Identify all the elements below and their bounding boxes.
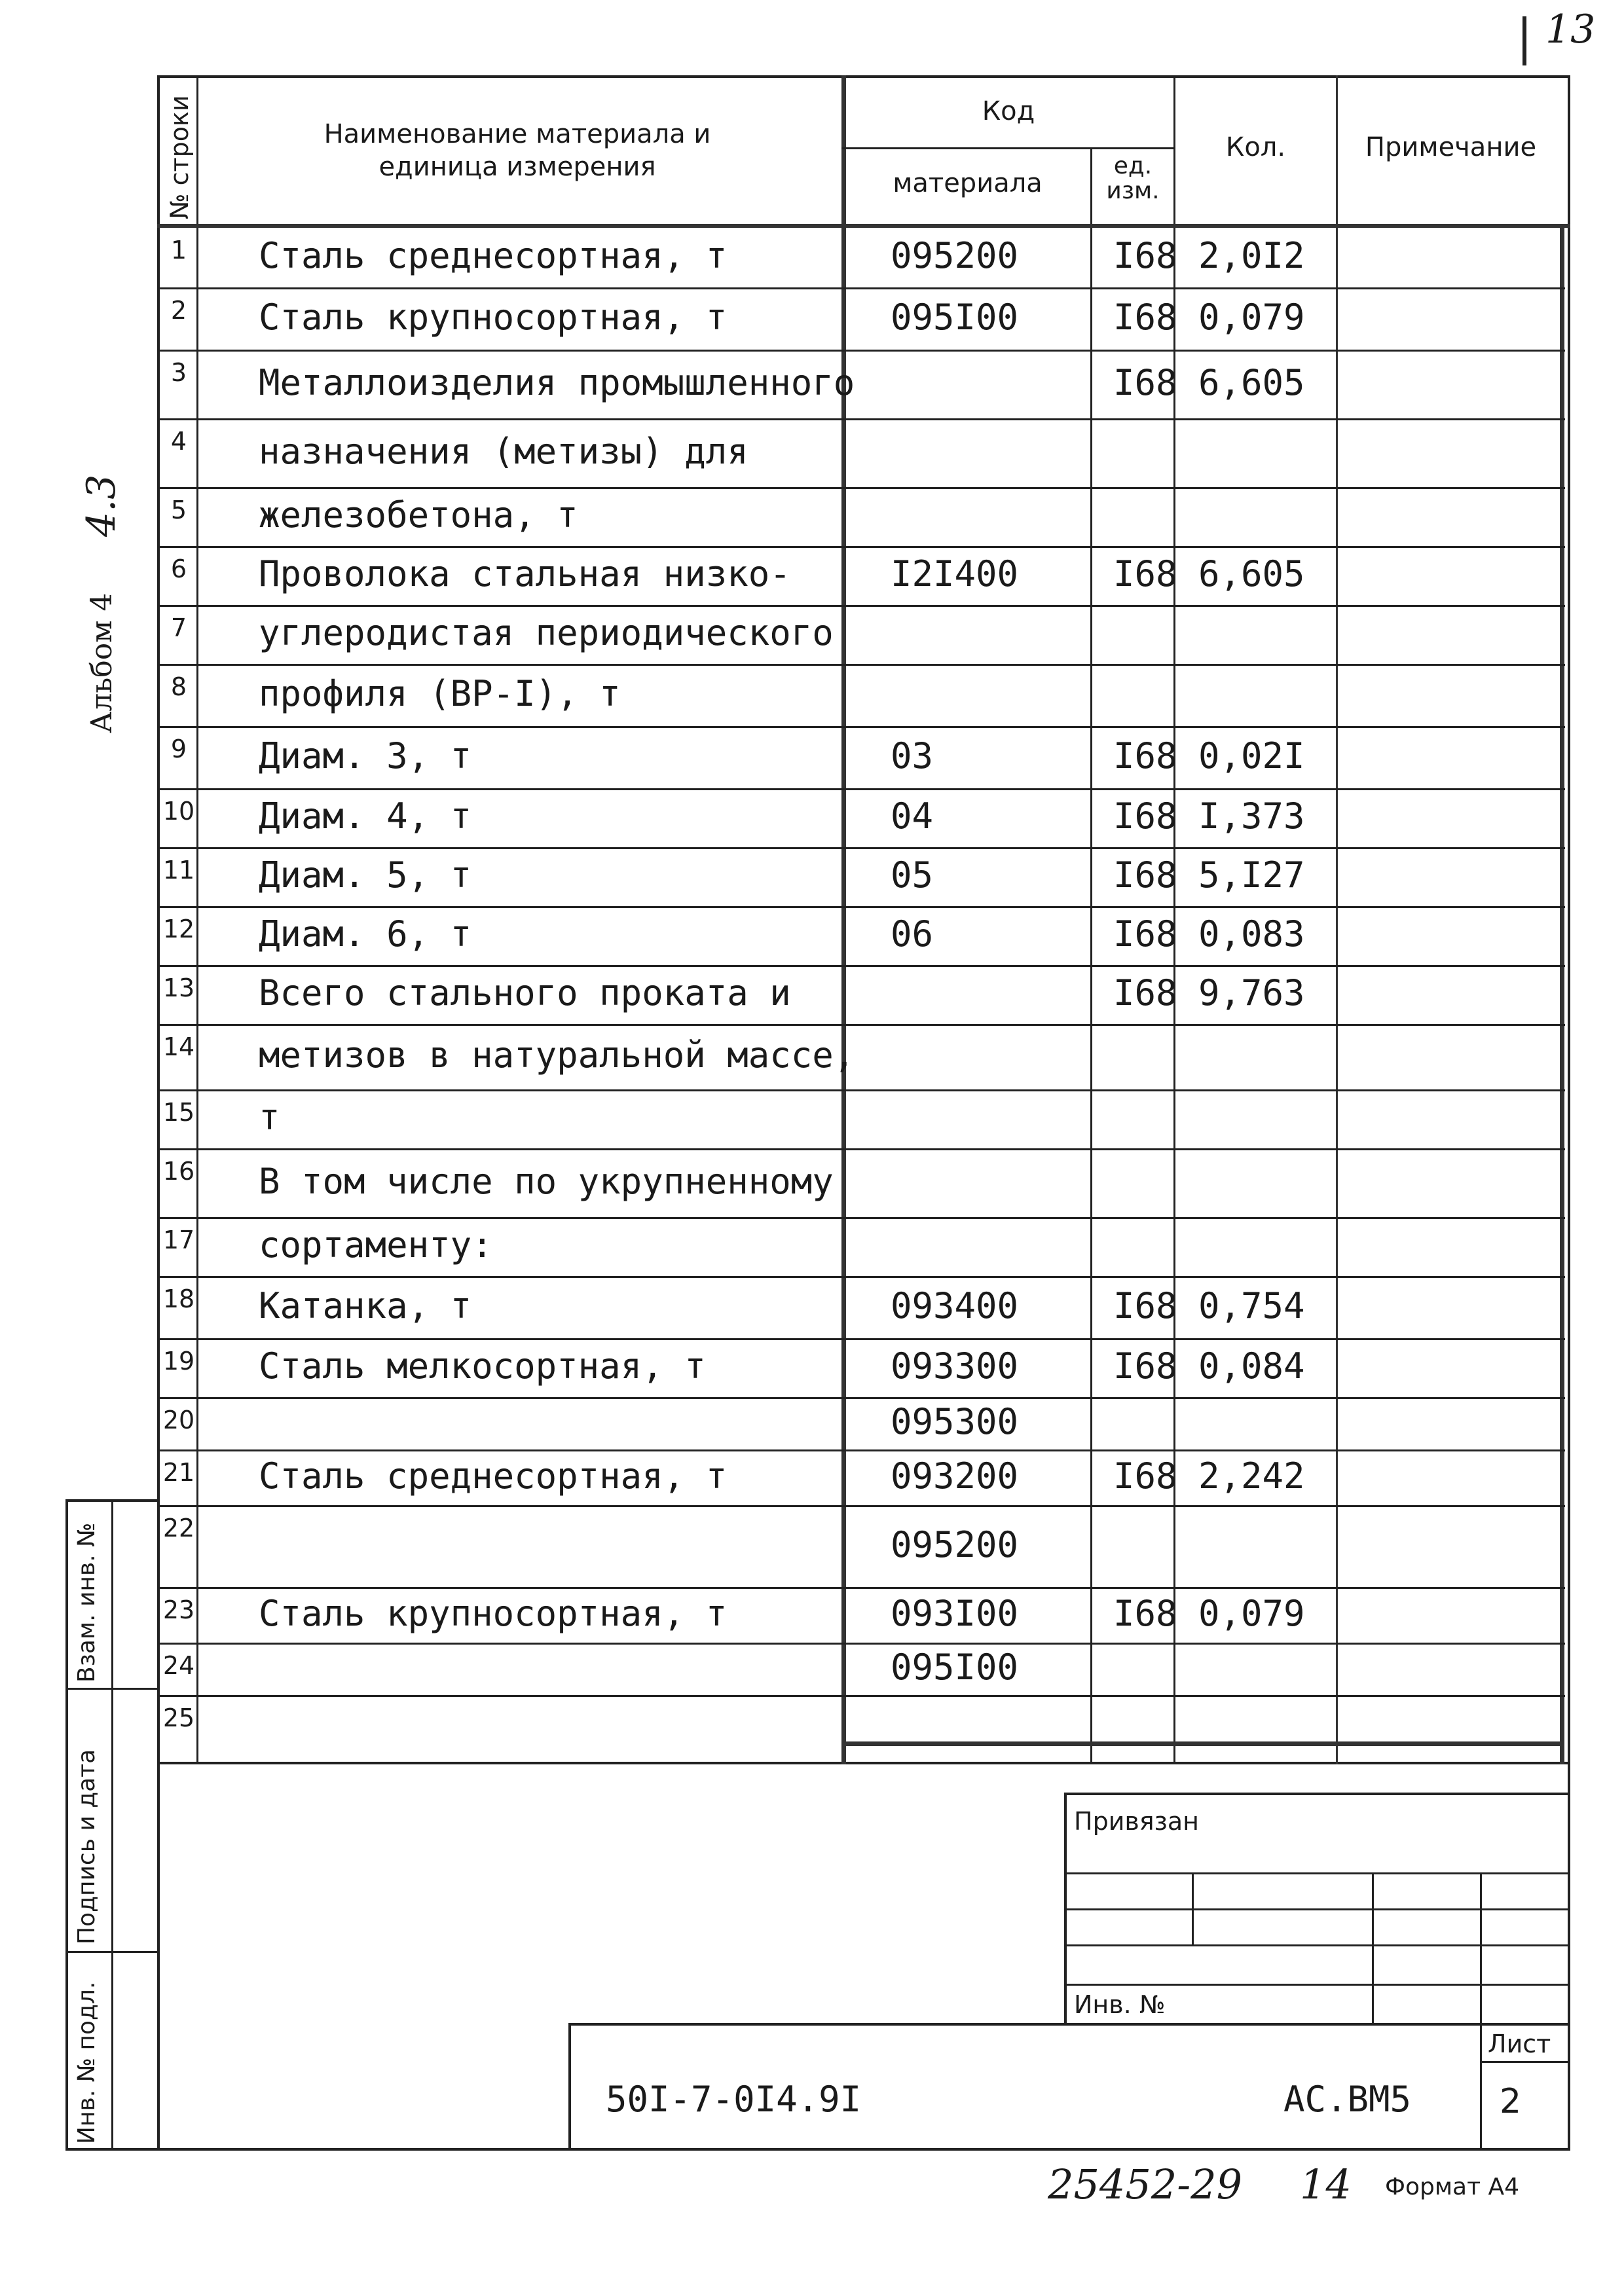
row-material-code: 095300 xyxy=(891,1401,1019,1442)
row-number: 16 xyxy=(162,1157,195,1186)
album-label: Альбом 4 xyxy=(85,592,119,733)
sheet-label-line xyxy=(1480,2061,1570,2063)
row-name: т xyxy=(259,1097,280,1138)
row-number: 6 xyxy=(170,555,187,583)
side-sign: Подпись и дата xyxy=(73,1749,100,1944)
stamp-v-1 xyxy=(1192,1872,1194,1944)
stamp-grid-3 xyxy=(1064,1944,1568,1946)
corner-bar xyxy=(1522,16,1526,65)
row-number: 15 xyxy=(162,1098,195,1127)
row-unit: I68 xyxy=(1113,913,1177,955)
row-quantity: 0,079 xyxy=(1198,1592,1305,1634)
header-bottom xyxy=(157,224,1570,228)
row-number: 22 xyxy=(162,1514,195,1542)
row-name: сортаменту: xyxy=(259,1224,493,1266)
row-divider xyxy=(157,1505,1565,1507)
row-number: 11 xyxy=(162,856,195,884)
header-note: Примечание xyxy=(1365,132,1537,162)
row-number: 19 xyxy=(162,1347,195,1376)
row-material-code: 093300 xyxy=(891,1345,1019,1387)
row-name: Сталь мелкосортная, т xyxy=(259,1345,706,1387)
row-divider xyxy=(157,418,1565,420)
row-name: Металлоизделия промышленного xyxy=(259,361,855,403)
row-name: метизов в натуральной массе, xyxy=(259,1034,855,1076)
row-number: 9 xyxy=(170,735,187,763)
row-unit: I68 xyxy=(1113,972,1177,1013)
row-name: назначения (метизы) для xyxy=(259,430,748,472)
row-divider xyxy=(157,1338,1565,1340)
row-number: 1 xyxy=(170,236,187,264)
row-quantity: 0,079 xyxy=(1198,296,1305,338)
row-quantity: I,373 xyxy=(1198,795,1305,837)
row-quantity: 0,084 xyxy=(1198,1345,1305,1387)
header-code: Код xyxy=(982,96,1035,126)
row-name: Диам. 6, т xyxy=(259,913,472,955)
row-number: 14 xyxy=(162,1032,195,1061)
row-name: Проволока стальная низко- xyxy=(259,553,791,594)
row-material-code: 05 xyxy=(891,854,934,896)
row-divider xyxy=(157,487,1565,489)
row-name: Сталь среднесортная, т xyxy=(259,1455,728,1497)
row-unit: I68 xyxy=(1113,1455,1177,1497)
row-unit: I68 xyxy=(1113,854,1177,896)
row-divider xyxy=(157,1148,1565,1150)
row-name: углеродистая периодического xyxy=(259,612,834,653)
stamp-v-3 xyxy=(1480,1872,1482,2023)
row-quantity: 2,0I2 xyxy=(1198,235,1305,276)
format-label: Формат А4 xyxy=(1385,2174,1520,2200)
document-code: 50I-7-0I4.9I xyxy=(606,2079,862,2120)
row-material-code: 095I00 xyxy=(891,1647,1019,1688)
header-material: материала xyxy=(893,168,1043,198)
album-handwritten: 4.3 xyxy=(79,474,124,537)
row-number: 10 xyxy=(162,797,195,826)
col-line-qty xyxy=(1336,75,1338,1764)
row-number: 3 xyxy=(170,358,187,387)
row-unit: I68 xyxy=(1113,296,1177,338)
row-divider xyxy=(157,1449,1565,1451)
row-number: 5 xyxy=(170,496,187,524)
footer-handwritten-number: 25452-29 xyxy=(1048,2160,1243,2208)
row-unit: I68 xyxy=(1113,361,1177,403)
document-mark: АС.ВМ5 xyxy=(1283,2079,1412,2120)
row-unit: I68 xyxy=(1113,553,1177,594)
row-divider xyxy=(157,546,1565,548)
row-name: Катанка, т xyxy=(259,1285,472,1326)
row-quantity: 0,02I xyxy=(1198,735,1305,776)
row-quantity: 6,605 xyxy=(1198,553,1305,594)
row-number: 25 xyxy=(162,1704,195,1732)
header-name: Наименование материала и единица измерения xyxy=(323,119,711,182)
row-quantity: 5,I27 xyxy=(1198,854,1305,896)
side-fields-divider xyxy=(111,1499,113,2151)
row-number: 21 xyxy=(162,1458,195,1487)
row-divider xyxy=(157,1089,1565,1091)
col-line-no xyxy=(196,75,198,1764)
row-material-code: 06 xyxy=(891,913,934,955)
row-material-code: 095200 xyxy=(891,1523,1019,1565)
row-number: 13 xyxy=(162,974,195,1002)
row-unit: I68 xyxy=(1113,1592,1177,1634)
row-number: 8 xyxy=(170,672,187,701)
row-quantity: 2,242 xyxy=(1198,1455,1305,1497)
header-code-split xyxy=(841,147,1175,149)
row-quantity: 9,763 xyxy=(1198,972,1305,1013)
row-divider xyxy=(157,788,1565,790)
row-name: Всего стального проката и xyxy=(259,972,791,1013)
row-number: 18 xyxy=(162,1285,195,1313)
row-name: Диам. 3, т xyxy=(259,735,472,776)
stamp-v-2 xyxy=(1372,1872,1374,2023)
row-unit: I68 xyxy=(1113,1285,1177,1326)
col-line-name xyxy=(841,75,846,1764)
row-material-code: 03 xyxy=(891,735,934,776)
row-divider xyxy=(157,847,1565,849)
row-divider xyxy=(157,726,1565,728)
side-line-2 xyxy=(65,1951,160,1953)
row-unit: I68 xyxy=(1113,1345,1177,1387)
row-material-code: 093400 xyxy=(891,1285,1019,1326)
row-number: 12 xyxy=(162,915,195,943)
row-divider xyxy=(157,1024,1565,1026)
row-number: 23 xyxy=(162,1595,195,1624)
row-material-code: 04 xyxy=(891,795,934,837)
privyazan-label: Привязан xyxy=(1074,1807,1199,1836)
row-unit: I68 xyxy=(1113,735,1177,776)
row-number: 24 xyxy=(162,1651,195,1680)
sheet-number: 2 xyxy=(1500,2082,1522,2121)
row-name: В том числе по укрупненному xyxy=(259,1160,834,1202)
sheet-label: Лист xyxy=(1488,2030,1551,2058)
stamp-grid-4 xyxy=(1064,1984,1568,1986)
row-number: 17 xyxy=(162,1226,195,1254)
row-divider xyxy=(157,1276,1565,1278)
side-vzam: Взам. инв. № xyxy=(73,1522,100,1683)
row-divider xyxy=(157,1397,1565,1399)
row-divider xyxy=(157,965,1565,967)
row-divider xyxy=(157,664,1565,666)
row-quantity: 6,605 xyxy=(1198,361,1305,403)
row-quantity: 0,754 xyxy=(1198,1285,1305,1326)
row-name: Сталь крупносортная, т xyxy=(259,1592,728,1634)
row-material-code: I2I400 xyxy=(891,553,1019,594)
row-unit: I68 xyxy=(1113,235,1177,276)
row-divider xyxy=(157,287,1565,289)
row-number: 2 xyxy=(170,296,187,325)
row-material-code: 095I00 xyxy=(891,296,1019,338)
row-name: Диам. 5, т xyxy=(259,854,472,896)
row-divider xyxy=(157,1217,1565,1219)
row-divider xyxy=(157,350,1565,352)
row-quantity: 0,083 xyxy=(1198,913,1305,955)
side-inv-podl: Инв. № подл. xyxy=(73,1981,100,2144)
header-row-no: № строки xyxy=(165,95,194,219)
side-line-1 xyxy=(65,1688,160,1690)
row-number: 4 xyxy=(170,427,187,456)
row-number: 20 xyxy=(162,1406,195,1434)
row-material-code: 093I00 xyxy=(891,1592,1019,1634)
sheet-divider xyxy=(1480,2023,1482,2151)
row-divider xyxy=(157,1643,1565,1645)
row-material-code: 093200 xyxy=(891,1455,1019,1497)
stamp-grid-1 xyxy=(1064,1872,1568,1874)
row-name: Сталь крупносортная, т xyxy=(259,296,728,338)
col-line-code xyxy=(1090,147,1092,1764)
table-bottom xyxy=(841,1741,1564,1746)
row-material-code: 095200 xyxy=(891,235,1019,276)
footer-handwritten-seq: 14 xyxy=(1300,2160,1352,2208)
header-qty: Кол. xyxy=(1225,132,1286,162)
row-name: железобетона, т xyxy=(259,494,578,536)
row-divider xyxy=(157,1587,1565,1589)
row-name: профиля (ВР-I), т xyxy=(259,672,621,714)
row-name: Диам. 4, т xyxy=(259,795,472,837)
stamp-grid-2 xyxy=(1064,1908,1568,1910)
col-line-note xyxy=(1560,226,1564,1764)
row-divider xyxy=(157,906,1565,908)
row-unit: I68 xyxy=(1113,795,1177,837)
row-divider xyxy=(157,605,1565,607)
row-divider xyxy=(157,1695,1565,1697)
corner-page-mark: 13 xyxy=(1545,7,1596,52)
header-unit: ед. изм. xyxy=(1106,153,1160,204)
row-number: 7 xyxy=(170,613,187,642)
row-name: Сталь среднесортная, т xyxy=(259,235,728,276)
inv-no-label: Инв. № xyxy=(1074,1990,1166,2019)
